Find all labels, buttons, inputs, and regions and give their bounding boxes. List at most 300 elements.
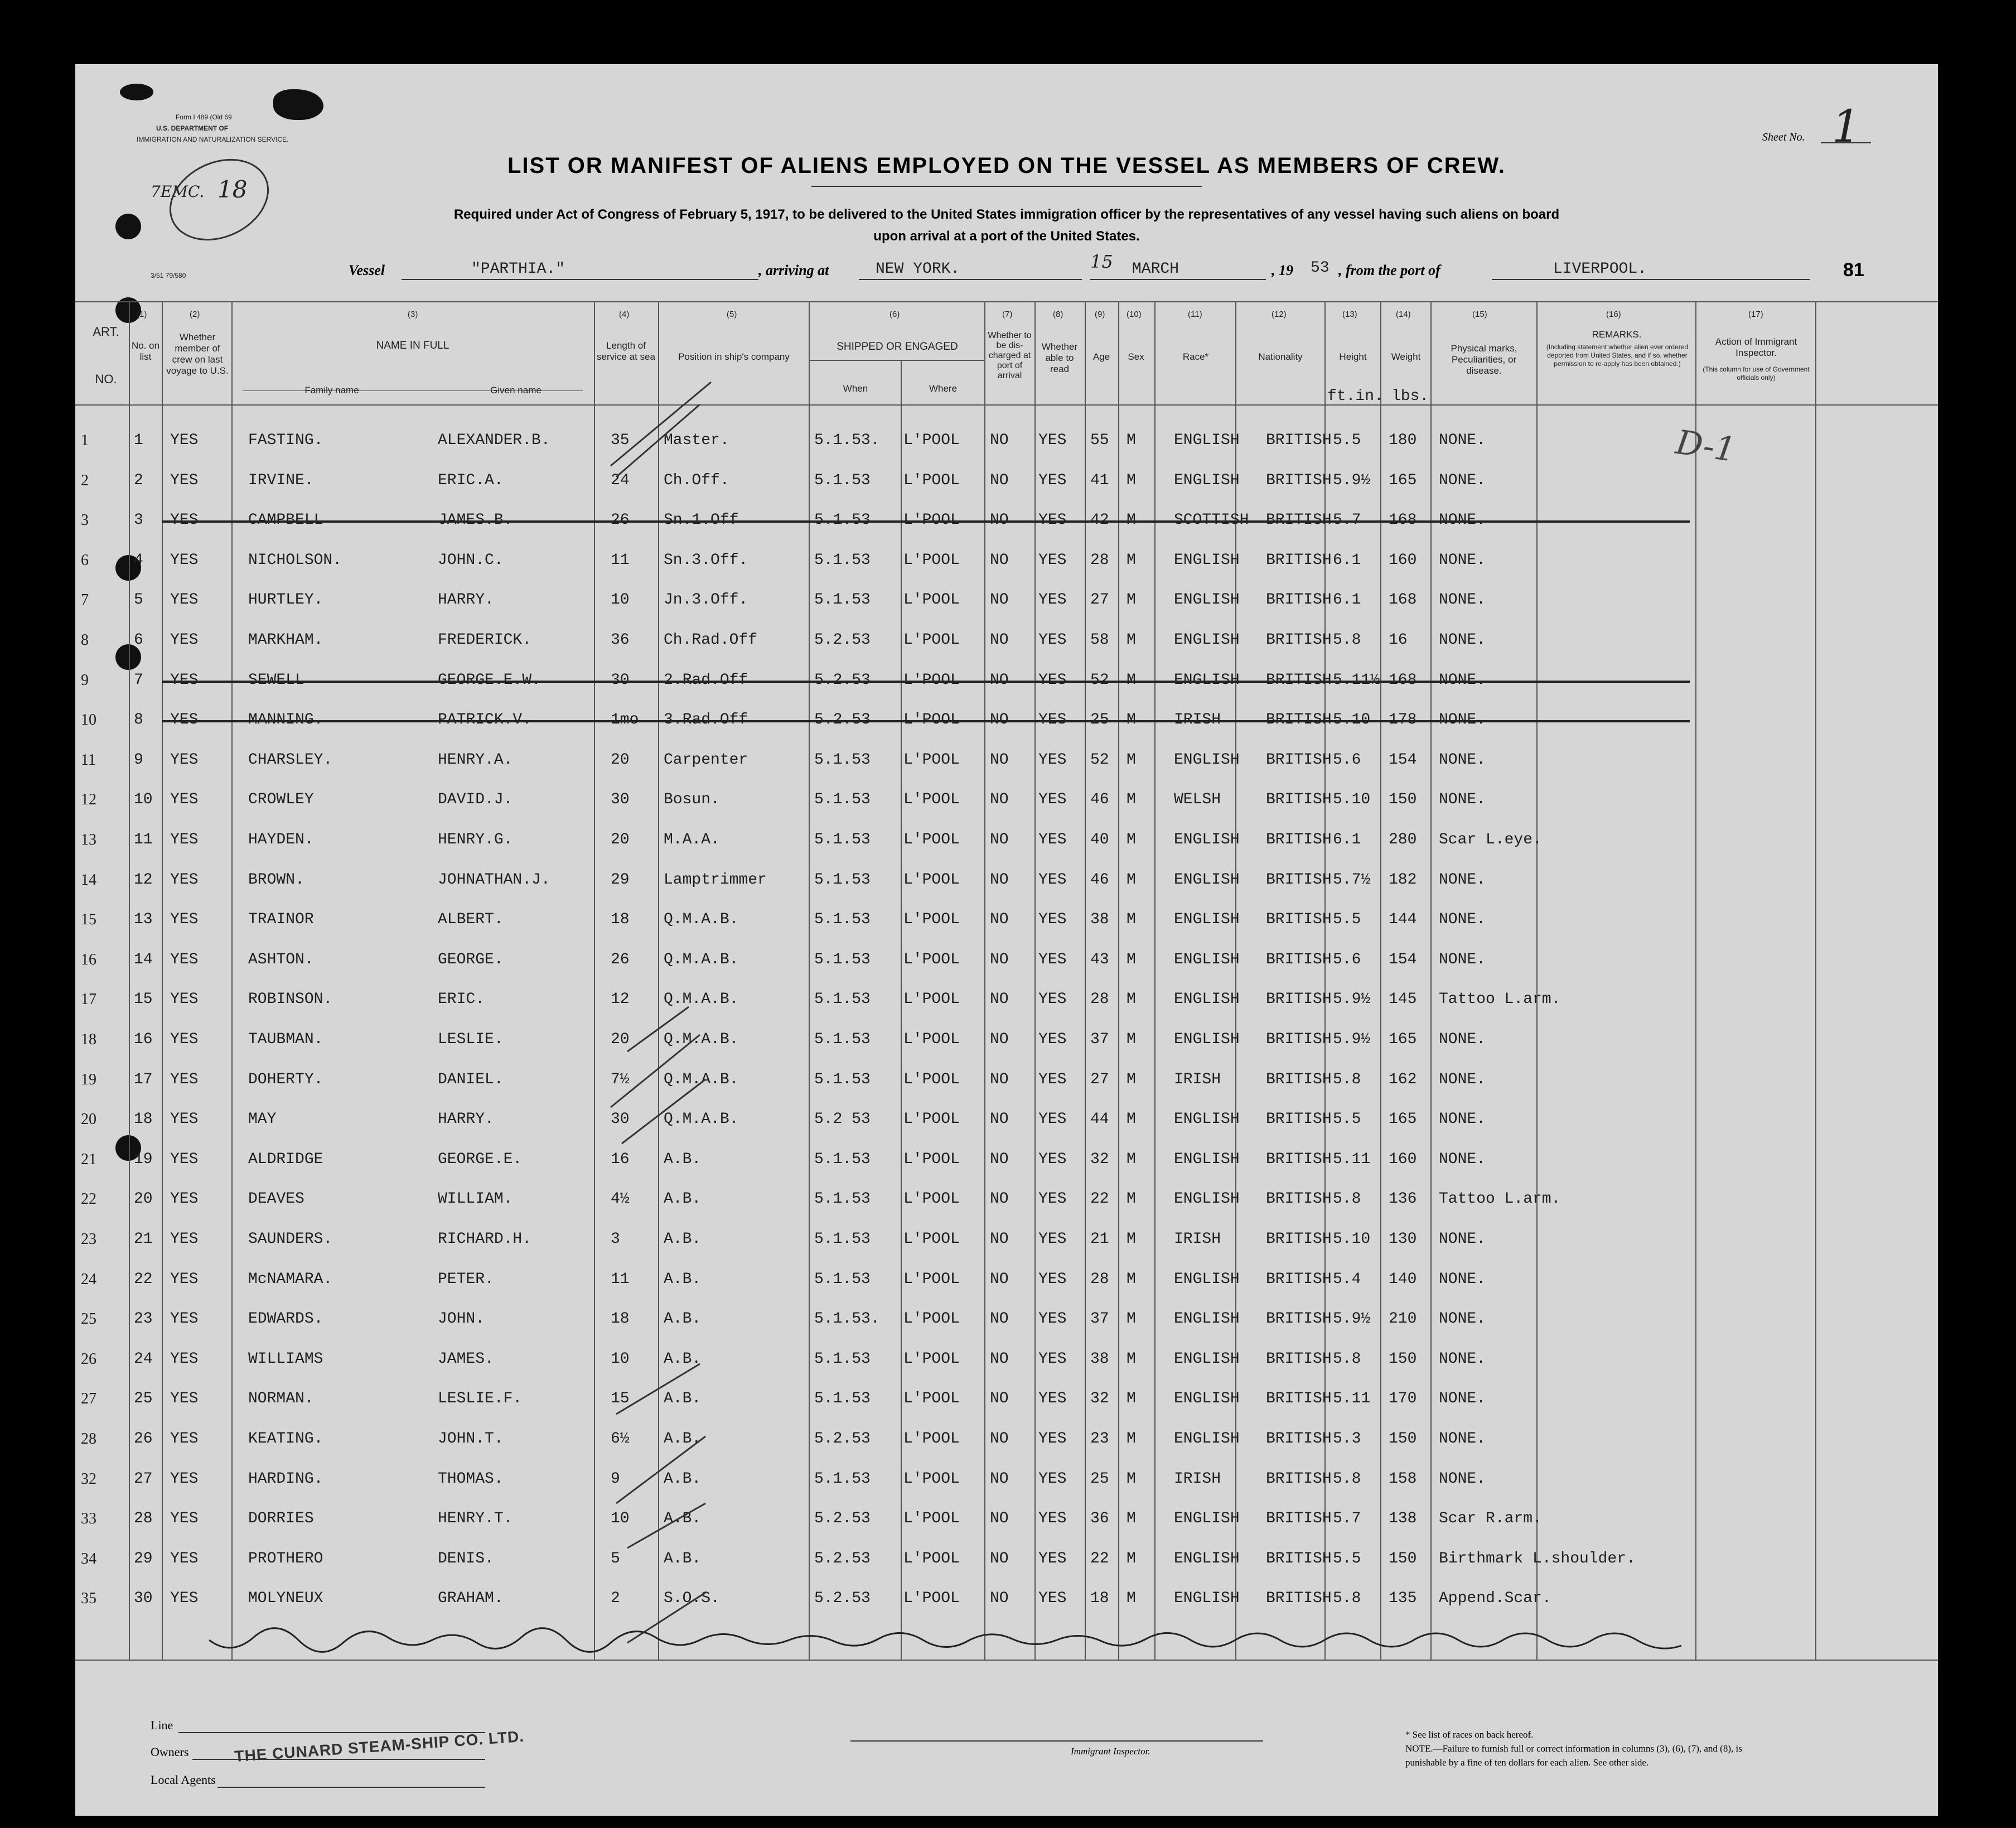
row-service: 30 — [611, 1111, 630, 1128]
row-race: ENGLISH — [1174, 631, 1240, 649]
row-age: 28 — [1090, 1270, 1109, 1288]
row-race: IRISH — [1174, 1070, 1221, 1088]
table-row — [75, 583, 1938, 623]
table-row — [75, 544, 1938, 583]
row-height: 5.4 — [1333, 1270, 1361, 1288]
row-nationality: BRITISH — [1266, 951, 1332, 968]
row-list-no: 26 — [134, 1430, 153, 1448]
row-crew: YES — [170, 1390, 199, 1408]
table-row — [75, 664, 1938, 703]
row-height: 5.11 — [1333, 1390, 1371, 1408]
row-crew: YES — [170, 951, 199, 968]
colnum-8: (8) — [1053, 310, 1063, 319]
row-age: 55 — [1090, 432, 1109, 449]
row-when: 5.1.53 — [814, 551, 871, 569]
row-family-name: BROWN. — [248, 871, 304, 889]
row-given-name: ALEXANDER.B. — [438, 432, 550, 449]
row-height: 5.8 — [1333, 1590, 1361, 1608]
vessel-name: "PARTHIA." — [471, 261, 565, 278]
header-remarks-note: (Including statement whether alien ever ordered deported from United States, and if so, whether permission to re-apply has been obtained.) — [1546, 343, 1689, 368]
row-able-read: YES — [1038, 1270, 1067, 1288]
table-row — [75, 1582, 1938, 1621]
table-row — [75, 1023, 1938, 1062]
row-height: 5.9½ — [1333, 991, 1371, 1009]
row-discharged: NO — [990, 791, 1009, 809]
row-sex: M — [1127, 591, 1136, 609]
row-discharged: NO — [990, 831, 1009, 848]
row-where: L'POOL — [903, 631, 960, 649]
row-nationality: BRITISH — [1266, 751, 1332, 769]
row-age: 22 — [1090, 1190, 1109, 1208]
row-age: 23 — [1090, 1430, 1109, 1448]
row-family-name: CHARSLEY. — [248, 751, 333, 769]
header-family-name: Family name — [304, 385, 359, 395]
title-rule — [811, 186, 1202, 187]
row-art: 17 — [81, 991, 96, 1009]
row-list-no: 11 — [134, 831, 153, 848]
row-crew: YES — [170, 1590, 199, 1608]
header-action: Action of Immigrant Inspector. — [1715, 336, 1797, 358]
row-art: 8 — [81, 631, 89, 649]
row-crew: YES — [170, 1270, 199, 1288]
row-able-read: YES — [1038, 871, 1067, 889]
row-discharged: NO — [990, 1310, 1009, 1328]
row-sex: M — [1127, 1430, 1136, 1448]
row-sex: M — [1127, 751, 1136, 769]
row-service: 6½ — [611, 1430, 630, 1448]
row-weight: 150 — [1389, 1550, 1417, 1567]
row-crew: YES — [170, 551, 199, 569]
header-no-on-list: No. on list — [131, 340, 160, 362]
row-weight: 162 — [1389, 1070, 1417, 1088]
row-age: 21 — [1090, 1231, 1109, 1248]
row-discharged: NO — [990, 1070, 1009, 1088]
row-given-name: JOHN.T. — [438, 1430, 504, 1448]
row-able-read: YES — [1038, 911, 1067, 929]
row-position: Master. — [664, 432, 729, 449]
row-family-name: SAUNDERS. — [248, 1231, 333, 1248]
row-race: ENGLISH — [1174, 1310, 1240, 1328]
row-nationality: BRITISH — [1266, 791, 1332, 809]
row-race: ENGLISH — [1174, 432, 1240, 449]
row-nationality: BRITISH — [1266, 1390, 1332, 1408]
row-sex: M — [1127, 791, 1136, 809]
row-where: L'POOL — [903, 1150, 960, 1168]
row-height: 5.9½ — [1333, 471, 1371, 489]
row-position: A.B. — [664, 1510, 702, 1528]
height-units: ft.in. — [1327, 388, 1384, 405]
row-weight: 165 — [1389, 1031, 1417, 1048]
row-age: 27 — [1090, 591, 1109, 609]
row-family-name: PROTHERO — [248, 1550, 323, 1567]
row-race: ENGLISH — [1174, 1270, 1240, 1288]
row-service: 2 — [611, 1590, 620, 1608]
sheet-label: Sheet No. — [1762, 131, 1805, 143]
row-when: 5.1.53 — [814, 911, 871, 929]
row-sex: M — [1127, 1270, 1136, 1288]
row-age: 37 — [1090, 1310, 1109, 1328]
row-family-name: ROBINSON. — [248, 991, 333, 1009]
row-height: 5.8 — [1333, 1070, 1361, 1088]
row-where: L'POOL — [903, 1111, 960, 1128]
row-given-name: JOHN.C. — [438, 551, 504, 569]
row-physical-marks: NONE. — [1439, 1231, 1486, 1248]
row-where: L'POOL — [903, 1270, 960, 1288]
row-crew: YES — [170, 432, 199, 449]
row-sex: M — [1127, 1510, 1136, 1528]
emc-code: 7EMC. — [151, 182, 205, 201]
row-position: M.A.A. — [664, 831, 720, 848]
row-age: 38 — [1090, 911, 1109, 929]
row-crew: YES — [170, 1430, 199, 1448]
row-where: L'POOL — [903, 871, 960, 889]
row-given-name: PETER. — [438, 1270, 494, 1288]
header-weight: Weight — [1391, 351, 1421, 362]
row-position: Ch.Rad.Off — [664, 631, 758, 649]
row-list-no: 20 — [134, 1190, 153, 1208]
row-list-no: 10 — [134, 791, 153, 809]
row-age: 52 — [1090, 751, 1109, 769]
row-family-name: NORMAN. — [248, 1390, 314, 1408]
row-age: 46 — [1090, 791, 1109, 809]
row-age: 22 — [1090, 1550, 1109, 1567]
form-department: U.S. DEPARTMENT OF — [156, 124, 229, 132]
emc-number: 18 — [217, 176, 248, 203]
table-row — [75, 1223, 1938, 1262]
header-race: Race* — [1182, 351, 1209, 362]
row-position: Q.M.A.B. — [664, 991, 739, 1009]
row-position: Bosun. — [664, 791, 720, 809]
row-when: 5.1.53 — [814, 591, 871, 609]
row-when: 5.2.53 — [814, 1510, 871, 1528]
row-service: 20 — [611, 831, 630, 848]
row-art: 14 — [81, 871, 96, 889]
row-discharged: NO — [990, 951, 1009, 968]
header-bottom-rule — [75, 404, 1938, 406]
row-physical-marks: Append.Scar. — [1439, 1590, 1551, 1608]
d1-annotation: D-1 — [1673, 422, 1739, 470]
row-able-read: YES — [1038, 631, 1067, 649]
row-position: A.B. — [664, 1550, 702, 1567]
row-where: L'POOL — [903, 1190, 960, 1208]
row-service: 3 — [611, 1231, 620, 1248]
row-race: IRISH — [1174, 1470, 1221, 1488]
arriving-underline — [859, 279, 1082, 280]
inspector-label: Immigrant Inspector. — [1071, 1746, 1150, 1757]
row-weight: 180 — [1389, 432, 1417, 449]
row-position: Q.M.A.B. — [664, 1111, 739, 1128]
header-height: Height — [1339, 351, 1367, 362]
date-underline — [1090, 279, 1266, 280]
form-number: Form I 489 (Old 69 — [176, 113, 232, 121]
row-art: 32 — [81, 1470, 96, 1488]
row-given-name: LESLIE. — [438, 1031, 504, 1048]
row-weight: 280 — [1389, 831, 1417, 848]
subtitle-line-1: Required under Act of Congress of February 5, 1917, to be delivered to the United States immigration officer by the representatives of any vessel having such aliens on board — [453, 207, 1560, 222]
row-family-name: IRVINE. — [248, 471, 314, 489]
row-crew: YES — [170, 791, 199, 809]
table-row — [75, 1303, 1938, 1342]
row-nationality: BRITISH — [1266, 1590, 1332, 1608]
row-family-name: ASHTON. — [248, 951, 314, 968]
row-art: 21 — [81, 1150, 96, 1168]
row-able-read: YES — [1038, 1111, 1067, 1128]
row-sex: M — [1127, 991, 1136, 1009]
table-row — [75, 823, 1938, 862]
row-weight: 154 — [1389, 951, 1417, 968]
row-art: 25 — [81, 1310, 96, 1328]
table-row — [75, 783, 1938, 822]
row-given-name: RICHARD.H. — [438, 1231, 532, 1248]
row-service: 20 — [611, 1031, 630, 1048]
row-age: 44 — [1090, 1111, 1109, 1128]
row-able-read: YES — [1038, 1430, 1067, 1448]
vessel-underline — [402, 279, 758, 280]
row-nationality: BRITISH — [1266, 1150, 1332, 1168]
row-able-read: YES — [1038, 432, 1067, 449]
row-where: L'POOL — [903, 432, 960, 449]
row-where: L'POOL — [903, 1031, 960, 1048]
row-physical-marks: NONE. — [1439, 871, 1486, 889]
row-when: 5.1.53 — [814, 1070, 871, 1088]
row-height: 5.8 — [1333, 631, 1361, 649]
row-race: ENGLISH — [1174, 991, 1240, 1009]
header-given-name: Given name — [490, 385, 542, 395]
row-family-name: ALDRIDGE — [248, 1150, 323, 1168]
row-art: 33 — [81, 1510, 96, 1528]
row-crew: YES — [170, 1231, 199, 1248]
header-whether-member: Whether member of crew on last voyage to U.S. — [166, 332, 229, 376]
row-family-name: DORRIES — [248, 1510, 314, 1528]
row-position: Jn.3.Off. — [664, 591, 748, 609]
header-position: Position in ship's company — [678, 351, 790, 362]
row-physical-marks: NONE. — [1439, 1470, 1486, 1488]
row-age: 58 — [1090, 631, 1109, 649]
row-age: 27 — [1090, 1070, 1109, 1088]
row-list-no: 30 — [134, 1590, 153, 1608]
row-where: L'POOL — [903, 1550, 960, 1567]
ink-blot — [273, 89, 323, 120]
row-weight: 138 — [1389, 1510, 1417, 1528]
row-able-read: YES — [1038, 1190, 1067, 1208]
table-row — [75, 1463, 1938, 1502]
row-weight: 140 — [1389, 1270, 1417, 1288]
row-given-name: HARRY. — [438, 1111, 494, 1128]
row-family-name: HURTLEY. — [248, 591, 323, 609]
row-position: Lamptrimmer — [664, 871, 767, 889]
header-remarks: REMARKS. — [1592, 329, 1642, 340]
row-nationality: BRITISH — [1266, 631, 1332, 649]
row-where: L'POOL — [903, 551, 960, 569]
row-service: 35 — [611, 432, 630, 449]
row-given-name: GRAHAM. — [438, 1590, 504, 1608]
row-race: ENGLISH — [1174, 1550, 1240, 1567]
row-given-name: DANIEL. — [438, 1070, 504, 1088]
row-service: 11 — [611, 1270, 630, 1288]
row-sex: M — [1127, 1231, 1136, 1248]
agents-label: Local Agents — [151, 1773, 216, 1787]
row-when: 5.1.53 — [814, 871, 871, 889]
row-sex: M — [1127, 1190, 1136, 1208]
row-when: 5.1.53 — [814, 1350, 871, 1368]
row-discharged: NO — [990, 1270, 1009, 1288]
row-art: 11 — [81, 751, 96, 769]
row-sex: M — [1127, 1590, 1136, 1608]
header-sex: Sex — [1128, 351, 1144, 362]
row-service: 11 — [611, 551, 630, 569]
row-nationality: BRITISH — [1266, 1310, 1332, 1328]
races-note: * See list of races on back hereof. — [1405, 1729, 1534, 1740]
row-service: 24 — [611, 471, 630, 489]
row-discharged: NO — [990, 1111, 1009, 1128]
row-weight: 168 — [1389, 591, 1417, 609]
row-crew: YES — [170, 911, 199, 929]
colnum-14: (14) — [1396, 310, 1411, 319]
page-number: 81 — [1843, 259, 1864, 281]
closing-wavy-line — [209, 1623, 1743, 1662]
row-service: 5 — [611, 1550, 620, 1567]
table-row — [75, 864, 1938, 903]
row-race: ENGLISH — [1174, 1430, 1240, 1448]
row-art: 20 — [81, 1111, 96, 1128]
row-height: 5.7½ — [1333, 871, 1371, 889]
row-race: ENGLISH — [1174, 1031, 1240, 1048]
port-underline — [1492, 279, 1810, 280]
row-age: 36 — [1090, 1510, 1109, 1528]
row-height: 5.9½ — [1333, 1031, 1371, 1048]
row-list-no: 14 — [134, 951, 153, 968]
row-art: 15 — [81, 911, 96, 929]
row-physical-marks: NONE. — [1439, 751, 1486, 769]
row-list-no: 18 — [134, 1111, 153, 1128]
row-list-no: 16 — [134, 1031, 153, 1048]
row-race: ENGLISH — [1174, 951, 1240, 968]
row-list-no: 4 — [134, 551, 143, 569]
header-name-in-full: NAME IN FULL — [376, 340, 449, 351]
row-service: 18 — [611, 1310, 630, 1328]
row-discharged: NO — [990, 871, 1009, 889]
row-discharged: NO — [990, 471, 1009, 489]
owners-label: Owners — [151, 1745, 189, 1759]
row-when: 5.1.53 — [814, 1470, 871, 1488]
row-age: 41 — [1090, 471, 1109, 489]
header-when: When — [843, 383, 868, 394]
row-art: 1 — [81, 432, 89, 449]
row-family-name: EDWARDS. — [248, 1310, 323, 1328]
row-discharged: NO — [990, 551, 1009, 569]
row-where: L'POOL — [903, 951, 960, 968]
row-age: 28 — [1090, 991, 1109, 1009]
header-where: Where — [929, 383, 958, 394]
row-art: 18 — [81, 1031, 96, 1048]
row-race: ENGLISH — [1174, 1510, 1240, 1528]
row-list-no: 19 — [134, 1150, 153, 1168]
row-height: 5.11 — [1333, 1150, 1371, 1168]
row-nationality: BRITISH — [1266, 1470, 1332, 1488]
line-label: Line — [151, 1718, 173, 1732]
row-list-no: 23 — [134, 1310, 153, 1328]
row-height: 5.6 — [1333, 951, 1361, 968]
row-discharged: NO — [990, 1590, 1009, 1608]
table-row — [75, 1143, 1938, 1182]
table-row — [75, 703, 1938, 742]
from-port-label: , from the port of — [1338, 262, 1440, 278]
row-given-name: DENIS. — [438, 1550, 494, 1567]
row-when: 5.1.53 — [814, 1150, 871, 1168]
colnum-6: (6) — [889, 310, 900, 319]
row-service: 10 — [611, 1510, 630, 1528]
manifest-sheet — [75, 64, 1938, 1816]
row-physical-marks: NONE. — [1439, 791, 1486, 809]
table-row — [75, 464, 1938, 503]
row-sex: M — [1127, 1150, 1136, 1168]
row-able-read: YES — [1038, 1470, 1067, 1488]
table-row — [75, 504, 1938, 543]
row-given-name: FREDERICK. — [438, 631, 532, 649]
row-list-no: 21 — [134, 1231, 153, 1248]
row-weight: 16 — [1389, 631, 1408, 649]
row-family-name: CROWLEY — [248, 791, 314, 809]
row-art: 34 — [81, 1550, 96, 1567]
row-weight: 150 — [1389, 1430, 1417, 1448]
strike-through-line — [162, 520, 1690, 523]
row-crew: YES — [170, 1310, 199, 1328]
row-when: 5.2.53 — [814, 1550, 871, 1567]
row-able-read: YES — [1038, 1390, 1067, 1408]
row-list-no: 15 — [134, 991, 153, 1009]
row-discharged: NO — [990, 1031, 1009, 1048]
row-family-name: MOLYNEUX — [248, 1590, 323, 1608]
row-weight: 144 — [1389, 911, 1417, 929]
row-position: Q.M.A.B. — [664, 1070, 739, 1088]
row-nationality: BRITISH — [1266, 591, 1332, 609]
row-able-read: YES — [1038, 1031, 1067, 1048]
row-nationality: BRITISH — [1266, 1350, 1332, 1368]
row-physical-marks: NONE. — [1439, 1390, 1486, 1408]
row-when: 5.1.53 — [814, 991, 871, 1009]
row-list-no: 7 — [134, 671, 143, 689]
table-row — [75, 983, 1938, 1022]
row-service: 20 — [611, 751, 630, 769]
row-race: ENGLISH — [1174, 1390, 1240, 1408]
row-sex: M — [1127, 1070, 1136, 1088]
row-crew: YES — [170, 1150, 199, 1168]
row-family-name: WILLIAMS — [248, 1350, 323, 1368]
row-weight: 135 — [1389, 1590, 1417, 1608]
row-list-no: 1 — [134, 432, 143, 449]
row-given-name: ALBERT. — [438, 911, 504, 929]
row-crew: YES — [170, 1550, 199, 1567]
row-able-read: YES — [1038, 791, 1067, 809]
row-crew: YES — [170, 1350, 199, 1368]
row-list-no: 27 — [134, 1470, 153, 1488]
row-crew: YES — [170, 1510, 199, 1528]
row-position: A.B. — [664, 1190, 702, 1208]
table-row — [75, 1183, 1938, 1222]
colnum-3: (3) — [408, 310, 418, 319]
row-race: ENGLISH — [1174, 751, 1240, 769]
row-crew: YES — [170, 751, 199, 769]
row-given-name: HENRY.T. — [438, 1510, 513, 1528]
row-art: 12 — [81, 791, 96, 809]
row-list-no: 22 — [134, 1270, 153, 1288]
row-sex: M — [1127, 1550, 1136, 1567]
row-list-no: 13 — [134, 911, 153, 929]
page-title: LIST OR MANIFEST OF ALIENS EMPLOYED ON THE VESSEL AS MEMBERS OF CREW. — [507, 153, 1506, 178]
arrival-month: MARCH — [1132, 261, 1179, 278]
row-able-read: YES — [1038, 831, 1067, 848]
row-nationality: BRITISH — [1266, 471, 1332, 489]
